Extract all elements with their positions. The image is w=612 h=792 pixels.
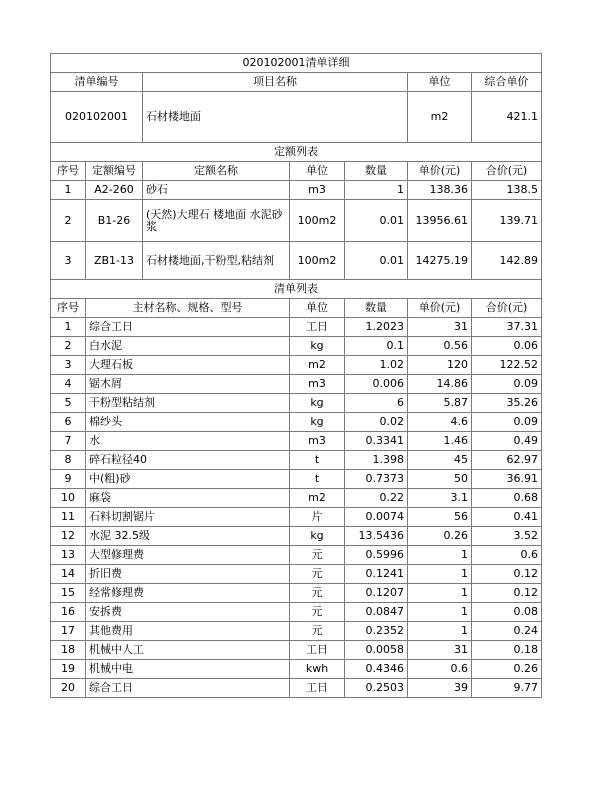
quota-price: 138.36 xyxy=(408,181,472,200)
list-total: 0.26 xyxy=(472,660,542,679)
list-no: 16 xyxy=(51,603,86,622)
list-name: 大型修理费 xyxy=(86,546,290,565)
list-section-title: 清单列表 xyxy=(51,280,542,299)
list-unit: t xyxy=(290,451,345,470)
name-label: 项目名称 xyxy=(143,73,408,92)
list-no: 7 xyxy=(51,432,86,451)
bill-price: 421.1 xyxy=(472,92,542,143)
list-no: 13 xyxy=(51,546,86,565)
quota-no: 3 xyxy=(51,242,86,280)
list-price: 14.86 xyxy=(408,375,472,394)
list-unit: 元 xyxy=(290,622,345,641)
quota-header-total: 合价(元) xyxy=(472,162,542,181)
list-name: 水 xyxy=(86,432,290,451)
list-qty: 0.1241 xyxy=(345,565,408,584)
list-no: 9 xyxy=(51,470,86,489)
list-price: 0.26 xyxy=(408,527,472,546)
quota-header-code: 定额编号 xyxy=(86,162,143,181)
title-row xyxy=(51,54,542,73)
list-name: 棉纱头 xyxy=(86,413,290,432)
list-unit: kwh xyxy=(290,660,345,679)
list-total: 0.09 xyxy=(472,413,542,432)
list-qty: 0.3341 xyxy=(345,432,408,451)
quota-unit: m3 xyxy=(290,181,345,200)
table-row xyxy=(51,679,542,698)
list-header-row xyxy=(51,299,542,318)
quota-code: B1-26 xyxy=(86,200,143,242)
quota-header-row xyxy=(51,162,542,181)
quota-price: 14275.19 xyxy=(408,242,472,280)
quota-no: 2 xyxy=(51,200,86,242)
list-price: 31 xyxy=(408,641,472,660)
list-total: 35.26 xyxy=(472,394,542,413)
table-row xyxy=(51,337,542,356)
list-unit: 元 xyxy=(290,565,345,584)
list-total: 0.49 xyxy=(472,432,542,451)
list-total: 0.68 xyxy=(472,489,542,508)
list-name: 锯木屑 xyxy=(86,375,290,394)
list-total: 0.6 xyxy=(472,546,542,565)
price-label: 综合单价 xyxy=(472,73,542,92)
list-total: 0.12 xyxy=(472,584,542,603)
list-price: 5.87 xyxy=(408,394,472,413)
list-price: 1.46 xyxy=(408,432,472,451)
table-body xyxy=(51,54,542,318)
quota-code: A2-260 xyxy=(86,181,143,200)
table-title: 020102001清单详细 xyxy=(51,54,542,73)
quota-section-row xyxy=(51,143,542,162)
table-row xyxy=(51,318,542,337)
bill-detail-table xyxy=(50,53,542,698)
list-no: 4 xyxy=(51,375,86,394)
list-price: 1 xyxy=(408,622,472,641)
list-total: 3.52 xyxy=(472,527,542,546)
list-no: 6 xyxy=(51,413,86,432)
list-name: 白水泥 xyxy=(86,337,290,356)
list-unit: kg xyxy=(290,337,345,356)
list-qty: 13.5436 xyxy=(345,527,408,546)
list-qty: 0.0847 xyxy=(345,603,408,622)
list-name: 折旧费 xyxy=(86,565,290,584)
list-name: 机械中人工 xyxy=(86,641,290,660)
list-total: 122.52 xyxy=(472,356,542,375)
list-header-qty: 数量 xyxy=(345,299,408,318)
quota-total: 139.71 xyxy=(472,200,542,242)
list-price: 0.56 xyxy=(408,337,472,356)
table-row xyxy=(51,432,542,451)
list-price: 1 xyxy=(408,546,472,565)
list-no: 19 xyxy=(51,660,86,679)
table-row xyxy=(51,375,542,394)
list-no: 3 xyxy=(51,356,86,375)
table-row xyxy=(51,641,542,660)
list-no: 14 xyxy=(51,565,86,584)
list-total: 0.18 xyxy=(472,641,542,660)
list-name: 其他费用 xyxy=(86,622,290,641)
list-no: 5 xyxy=(51,394,86,413)
list-qty: 0.7373 xyxy=(345,470,408,489)
quota-row xyxy=(51,181,542,200)
quota-no: 1 xyxy=(51,181,86,200)
table-row xyxy=(51,470,542,489)
list-name: 石料切割锯片 xyxy=(86,508,290,527)
list-qty: 0.0058 xyxy=(345,641,408,660)
list-price: 56 xyxy=(408,508,472,527)
list-qty: 0.4346 xyxy=(345,660,408,679)
list-price: 1 xyxy=(408,603,472,622)
bill-code: 020102001 xyxy=(51,92,143,143)
list-total: 0.41 xyxy=(472,508,542,527)
list-name: 经常修理费 xyxy=(86,584,290,603)
list-price: 0.6 xyxy=(408,660,472,679)
list-qty: 0.0074 xyxy=(345,508,408,527)
list-unit: 元 xyxy=(290,603,345,622)
list-no: 8 xyxy=(51,451,86,470)
quota-header-unit: 单位 xyxy=(290,162,345,181)
list-total: 0.12 xyxy=(472,565,542,584)
list-total: 0.24 xyxy=(472,622,542,641)
list-qty: 1.2023 xyxy=(345,318,408,337)
quota-header-no: 序号 xyxy=(51,162,86,181)
bill-unit: m2 xyxy=(408,92,472,143)
list-price: 120 xyxy=(408,356,472,375)
table-row xyxy=(51,394,542,413)
list-no: 15 xyxy=(51,584,86,603)
quota-name: 石材楼地面,干粉型,粘结剂 xyxy=(143,242,290,280)
list-unit: m3 xyxy=(290,375,345,394)
list-name: 大理石板 xyxy=(86,356,290,375)
unit-label: 单位 xyxy=(408,73,472,92)
list-unit: 工日 xyxy=(290,679,345,698)
list-total: 0.06 xyxy=(472,337,542,356)
list-name: 碎石粒径40 xyxy=(86,451,290,470)
list-name: 中(粗)砂 xyxy=(86,470,290,489)
list-qty: 1.398 xyxy=(345,451,408,470)
list-price: 1 xyxy=(408,565,472,584)
list-no: 2 xyxy=(51,337,86,356)
quota-qty: 1 xyxy=(345,181,408,200)
quota-total: 138.5 xyxy=(472,181,542,200)
quota-header-name: 定额名称 xyxy=(143,162,290,181)
quota-row xyxy=(51,200,542,242)
list-qty: 6 xyxy=(345,394,408,413)
table-row xyxy=(51,451,542,470)
quota-price: 13956.61 xyxy=(408,200,472,242)
quota-header-qty: 数量 xyxy=(345,162,408,181)
quota-code: ZB1-13 xyxy=(86,242,143,280)
quota-unit: 100m2 xyxy=(290,242,345,280)
list-price: 3.1 xyxy=(408,489,472,508)
list-header-total: 合价(元) xyxy=(472,299,542,318)
list-unit: kg xyxy=(290,394,345,413)
list-no: 18 xyxy=(51,641,86,660)
list-qty: 0.5996 xyxy=(345,546,408,565)
list-qty: 1.02 xyxy=(345,356,408,375)
list-qty: 0.2352 xyxy=(345,622,408,641)
list-total: 37.31 xyxy=(472,318,542,337)
list-name: 安拆费 xyxy=(86,603,290,622)
quota-unit: 100m2 xyxy=(290,200,345,242)
list-section-row xyxy=(51,280,542,299)
list-header-no: 序号 xyxy=(51,299,86,318)
list-no: 17 xyxy=(51,622,86,641)
quota-row xyxy=(51,242,542,280)
table-row xyxy=(51,546,542,565)
list-header-price: 单价(元) xyxy=(408,299,472,318)
list-qty: 0.1 xyxy=(345,337,408,356)
list-qty: 0.2503 xyxy=(345,679,408,698)
list-no: 20 xyxy=(51,679,86,698)
list-qty: 0.22 xyxy=(345,489,408,508)
quota-qty: 0.01 xyxy=(345,242,408,280)
list-total: 36.91 xyxy=(472,470,542,489)
table-row xyxy=(51,356,542,375)
list-unit: 元 xyxy=(290,584,345,603)
list-total: 62.97 xyxy=(472,451,542,470)
table-row xyxy=(51,489,542,508)
list-unit: 工日 xyxy=(290,641,345,660)
head-value-row xyxy=(51,92,542,143)
list-price: 45 xyxy=(408,451,472,470)
list-name: 干粉型粘结剂 xyxy=(86,394,290,413)
table-row xyxy=(51,660,542,679)
list-unit: 元 xyxy=(290,546,345,565)
table-row xyxy=(51,413,542,432)
list-qty: 0.006 xyxy=(345,375,408,394)
table-row xyxy=(51,622,542,641)
list-unit: m2 xyxy=(290,489,345,508)
table-row xyxy=(51,508,542,527)
list-total: 0.08 xyxy=(472,603,542,622)
code-label: 清单编号 xyxy=(51,73,143,92)
list-total: 0.09 xyxy=(472,375,542,394)
list-name: 综合工日 xyxy=(86,318,290,337)
list-unit: 片 xyxy=(290,508,345,527)
list-qty: 0.1207 xyxy=(345,584,408,603)
list-price: 4.6 xyxy=(408,413,472,432)
list-no: 11 xyxy=(51,508,86,527)
table-row xyxy=(51,584,542,603)
list-price: 1 xyxy=(408,584,472,603)
quota-section-title: 定额列表 xyxy=(51,143,542,162)
list-name: 综合工日 xyxy=(86,679,290,698)
quota-qty: 0.01 xyxy=(345,200,408,242)
list-price: 39 xyxy=(408,679,472,698)
list-no: 1 xyxy=(51,318,86,337)
quota-name: (天然)大理石 楼地面 水泥砂浆 xyxy=(143,200,290,242)
list-total: 9.77 xyxy=(472,679,542,698)
list-header-unit: 单位 xyxy=(290,299,345,318)
list-no: 10 xyxy=(51,489,86,508)
list-unit: kg xyxy=(290,527,345,546)
quota-header-price: 单价(元) xyxy=(408,162,472,181)
list-price: 50 xyxy=(408,470,472,489)
table-row xyxy=(51,527,542,546)
list-price: 31 xyxy=(408,318,472,337)
list-unit: m3 xyxy=(290,432,345,451)
list-header-name: 主材名称、规格、型号 xyxy=(86,299,290,318)
list-qty: 0.02 xyxy=(345,413,408,432)
list-name: 麻袋 xyxy=(86,489,290,508)
list-no: 12 xyxy=(51,527,86,546)
quota-total: 142.89 xyxy=(472,242,542,280)
material-list-body xyxy=(51,318,542,698)
list-unit: 工日 xyxy=(290,318,345,337)
quota-name: 砂石 xyxy=(143,181,290,200)
table-row xyxy=(51,603,542,622)
list-name: 机械中电 xyxy=(86,660,290,679)
list-name: 水泥 32.5级 xyxy=(86,527,290,546)
list-unit: kg xyxy=(290,413,345,432)
list-unit: t xyxy=(290,470,345,489)
head-label-row xyxy=(51,73,542,92)
bill-name: 石材楼地面 xyxy=(143,92,408,143)
table-row xyxy=(51,565,542,584)
list-unit: m2 xyxy=(290,356,345,375)
